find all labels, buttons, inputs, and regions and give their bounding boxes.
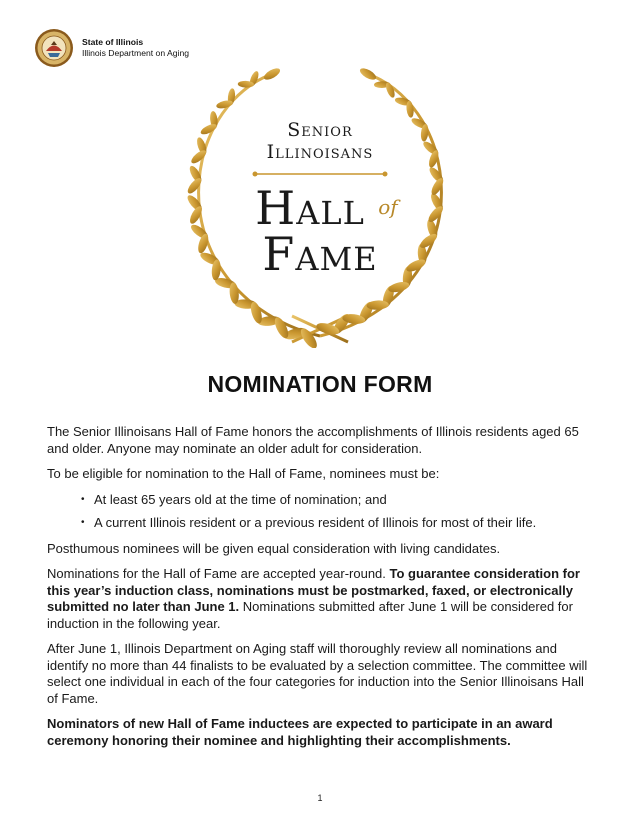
logo-of: of [378, 195, 398, 219]
agency-header [34, 28, 189, 68]
form-intro [47, 424, 597, 758]
deadline-text: Nominations for the Hall of Fame are accepted year-round. [47, 566, 390, 581]
laurel-leaf [262, 66, 282, 82]
hall-of-fame-logo [170, 64, 470, 348]
deadline-emphasis: To guarantee consideration for this year’s induction class, nominations must be postmarked, faxed, or electronically submitted no later than June 1. [47, 566, 580, 614]
eligibility-list [47, 492, 597, 532]
state-seal-icon [34, 28, 74, 68]
logo-senior: Senior [287, 119, 353, 141]
deadline-text-end: Nominations submitted after June 1 will be considered for induction in the following year. [47, 599, 573, 631]
page-number: 1 [317, 793, 323, 803]
department-name: Illinois Department on Aging [82, 48, 190, 58]
laurel-leaf [418, 231, 439, 250]
list-item: • A current Illinois resident or a previous resident of Illinois for most of their life. [94, 515, 597, 532]
posthumous-paragraph: Posthumous nominees will be given equal consideration with living candidates. [47, 540, 501, 556]
page-title: NOMINATION FORM [207, 371, 433, 397]
eligibility-lead: To be eligible for nomination to the Hall of Fame, nominees must be: [47, 466, 440, 481]
laurel-leaf [189, 148, 208, 165]
intro-paragraph: The Senior Illinoisans Hall of Fame honors the accomplishments of Illinois residents aged 65 and older. Anyone may nominate an older adult for consideration. [47, 424, 579, 456]
logo-illinoisans: Illinoisans [266, 141, 374, 163]
list-item: • At least 65 years old at the time of nomination; and [94, 492, 597, 509]
logo-fame: Fame [262, 227, 378, 281]
deadline-paragraph [47, 566, 597, 632]
ceremony-paragraph: Nominators of new Hall of Fame inductees are expected to participate in an award ceremony honoring their nominee and highlighting their accomplishments. [47, 716, 553, 748]
agency-text [82, 37, 189, 59]
state-name: State of Illinois [82, 37, 144, 47]
laurel-leaf [358, 66, 378, 82]
logo-hall: Hall [255, 181, 365, 235]
review-paragraph: After June 1, Illinois Department on Aging staff will thoroughly review all nominations and identify no more than 44 finalists to be evaluated by a selection committee. The committee will select one individual in each of the four categories for induction into the Senior Illinoisans Hall of Fame. [47, 641, 588, 706]
